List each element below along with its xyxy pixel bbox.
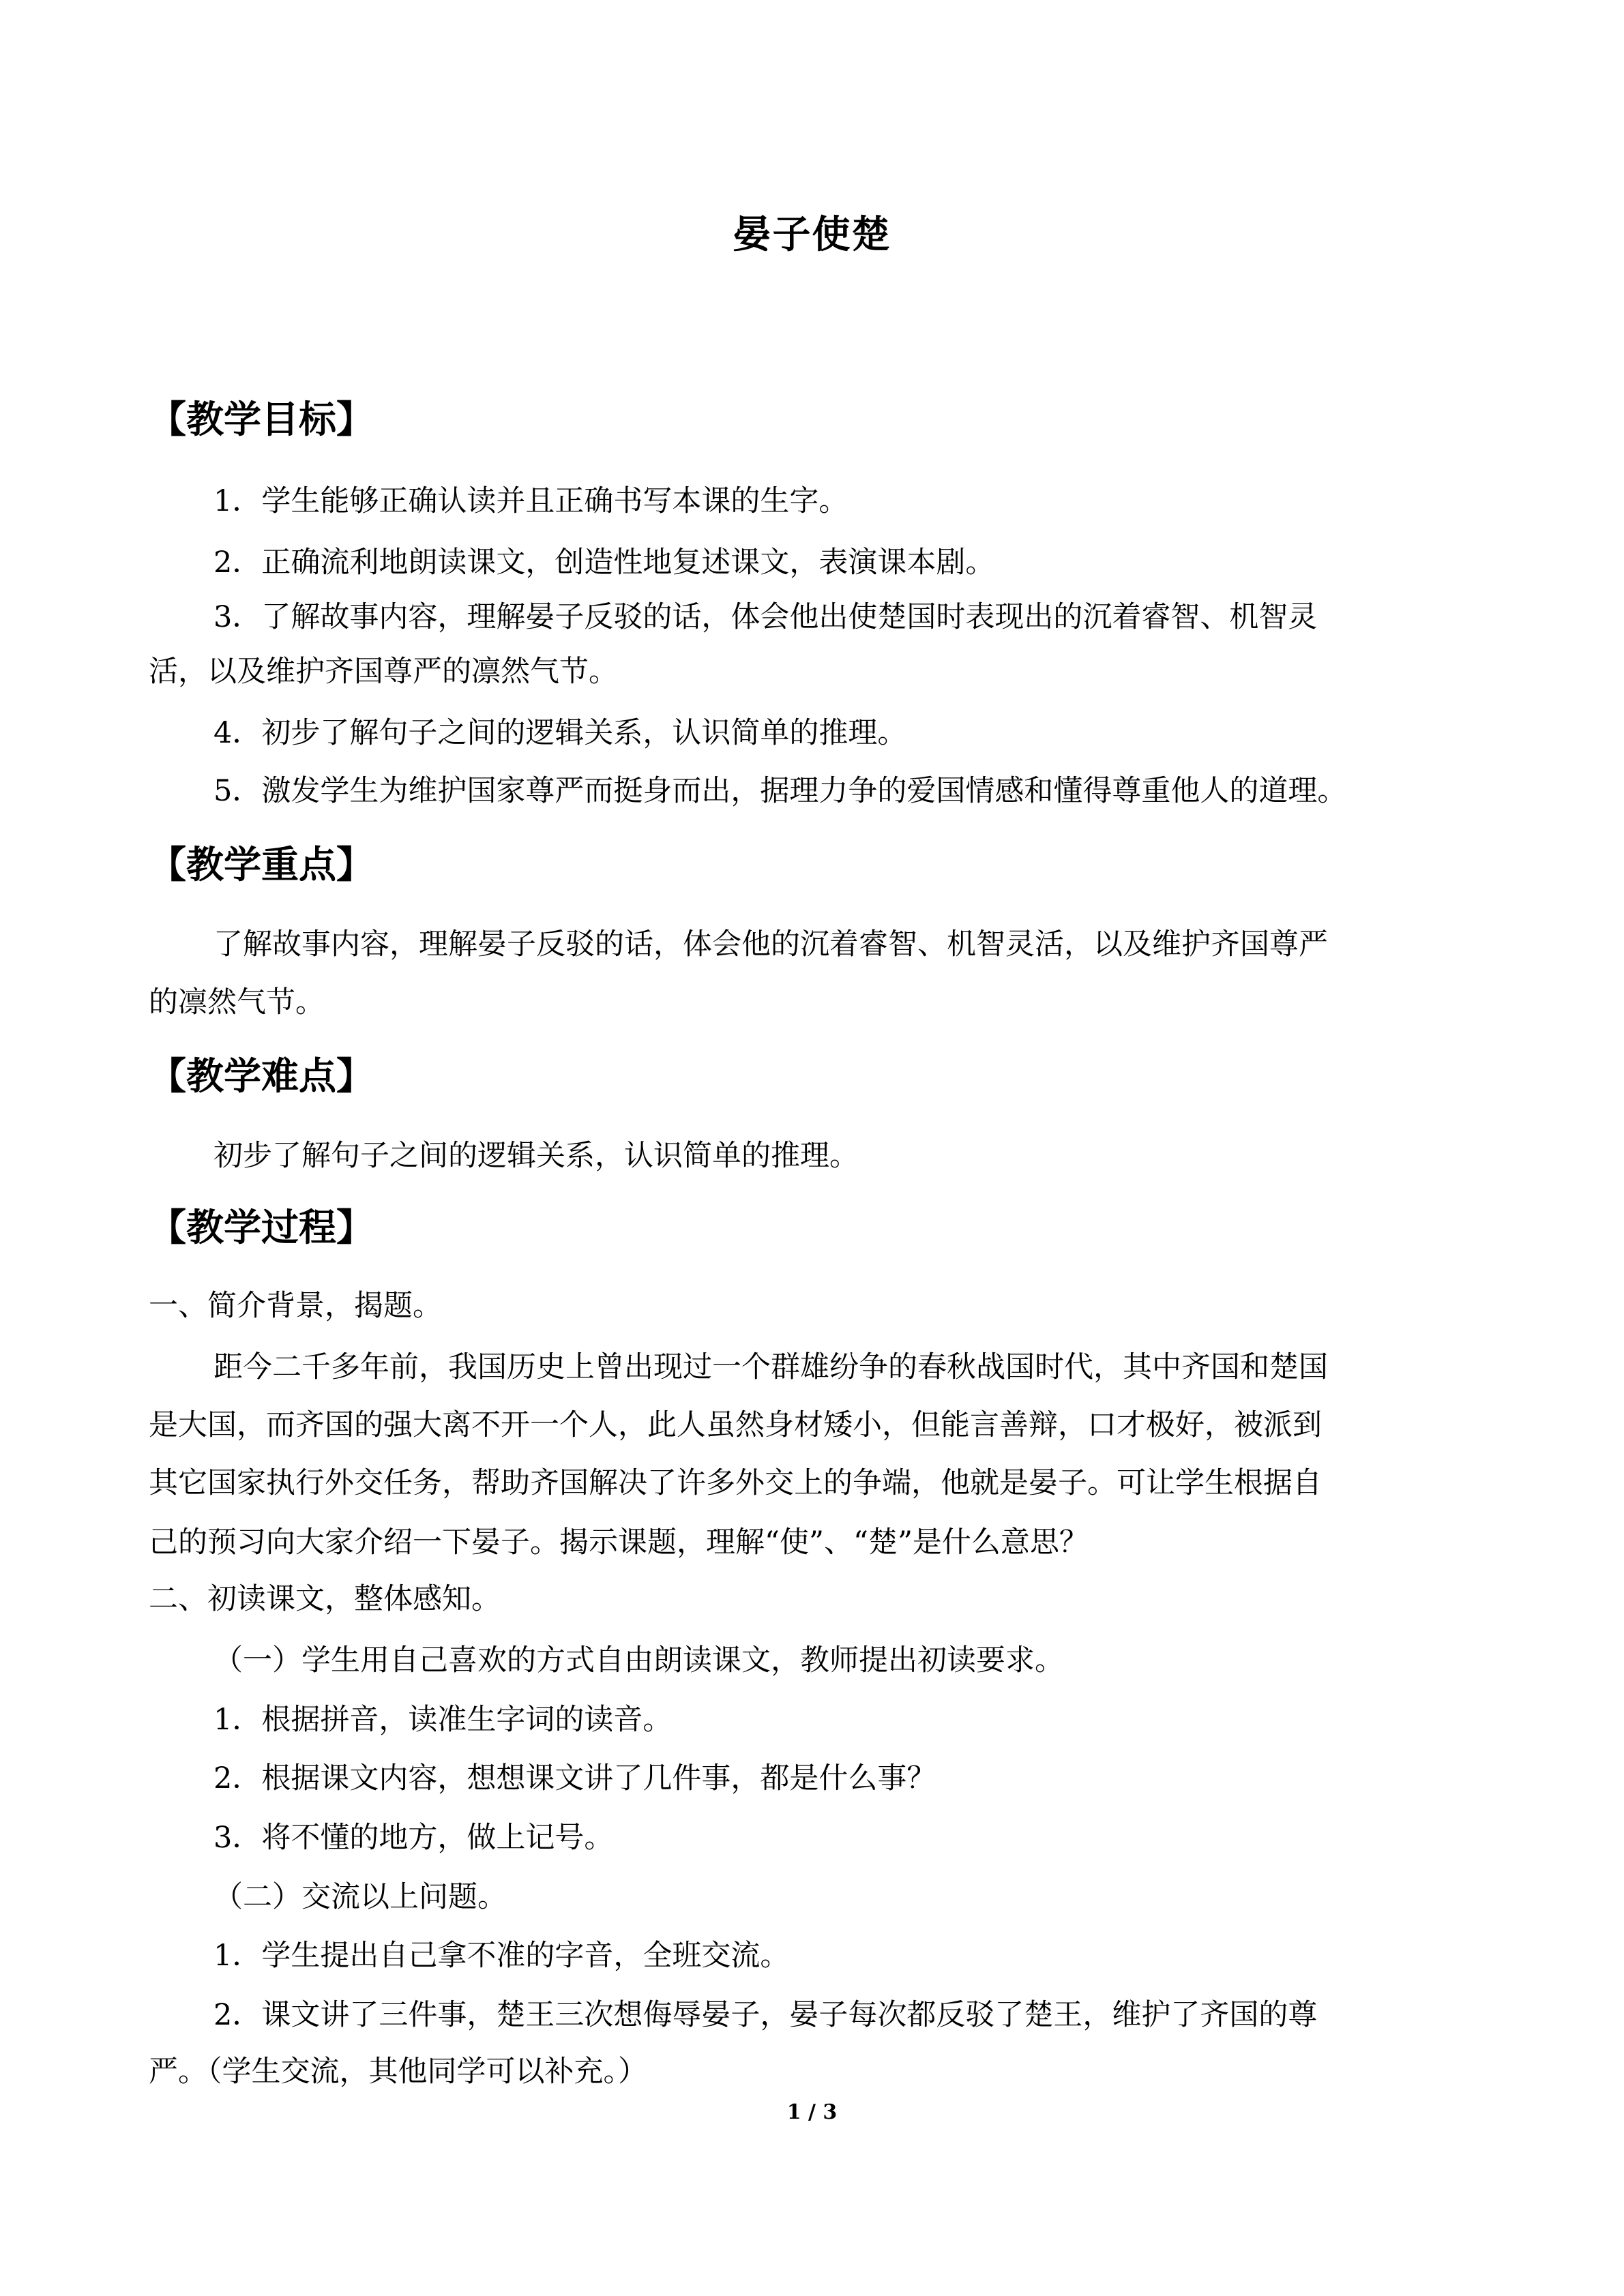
section-heading-difficulties: 【教学难点】 bbox=[149, 1054, 374, 1098]
process-line: 2．课文讲了三件事，楚王三次想侮辱晏子，晏子每次都反驳了楚王，维护了齐国的尊 bbox=[213, 1998, 1318, 2032]
difficulty-line: 初步了解句子之间的逻辑关系，认识简单的推理。 bbox=[213, 1139, 859, 1173]
page-number: 1 / 3 bbox=[786, 2100, 838, 2124]
process-line: 一、简介背景，揭题。 bbox=[149, 1289, 442, 1323]
process-line: 1．学生提出自己拿不准的字音，全班交流。 bbox=[213, 1939, 790, 1973]
goal-line: 4．初步了解句子之间的逻辑关系，认识简单的推理。 bbox=[213, 716, 907, 750]
page-title: 晏子使楚 bbox=[733, 213, 891, 257]
section-heading-goals: 【教学目标】 bbox=[149, 398, 374, 441]
process-line: 二、初读课文，整体感知。 bbox=[149, 1582, 501, 1616]
process-line: 己的预习向大家介绍一下晏子。揭示课题，理解“使”、“楚”是什么意思？ bbox=[149, 1525, 1089, 1560]
goal-line: 1．学生能够正确认读并且正确书写本课的生字。 bbox=[213, 484, 848, 518]
process-line: 2．根据课文内容，想想课文讲了几件事，都是什么事？ bbox=[213, 1761, 936, 1795]
goal-line: 2．正确流利地朗读课文，创造性地复述课文，表演课本剧。 bbox=[213, 546, 995, 580]
process-line: 距今二千多年前，我国历史上曾出现过一个群雄纷争的春秋战国时代，其中齐国和楚国 bbox=[213, 1350, 1328, 1384]
process-line: 严。（学生交流，其他同学可以补充。） bbox=[149, 2055, 647, 2089]
section-heading-process: 【教学过程】 bbox=[149, 1206, 374, 1249]
process-line: 3．将不懂的地方，做上记号。 bbox=[213, 1821, 614, 1855]
process-line: 1．根据拼音，读准生字词的读音。 bbox=[213, 1703, 673, 1737]
goal-line: 5．激发学生为维护国家尊严而挺身而出，据理力争的爱国情感和懂得尊重他人的道理。 bbox=[213, 774, 1347, 808]
process-line: 其它国家执行外交任务，帮助齐国解决了许多外交上的争端，他就是晏子。可让学生根据自 bbox=[149, 1466, 1322, 1500]
process-line: （一）学生用自己喜欢的方式自由朗读课文，教师提出初读要求。 bbox=[213, 1643, 1064, 1678]
key-point-line: 的凛然气节。 bbox=[149, 985, 325, 1019]
goal-line: 活，以及维护齐国尊严的凛然气节。 bbox=[149, 655, 618, 689]
key-point-line: 了解故事内容，理解晏子反驳的话，体会他的沉着睿智、机智灵活，以及维护齐国尊严 bbox=[213, 927, 1328, 961]
process-line: 是大国，而齐国的强大离不开一个人，此人虽然身材矮小，但能言善辩，口才极好，被派到 bbox=[149, 1408, 1322, 1442]
section-heading-key-points: 【教学重点】 bbox=[149, 843, 374, 886]
process-line: （二）交流以上问题。 bbox=[213, 1880, 507, 1914]
goal-line: 3．了解故事内容，理解晏子反驳的话，体会他出使楚国时表现出的沉着睿智、机智灵 bbox=[213, 600, 1318, 634]
